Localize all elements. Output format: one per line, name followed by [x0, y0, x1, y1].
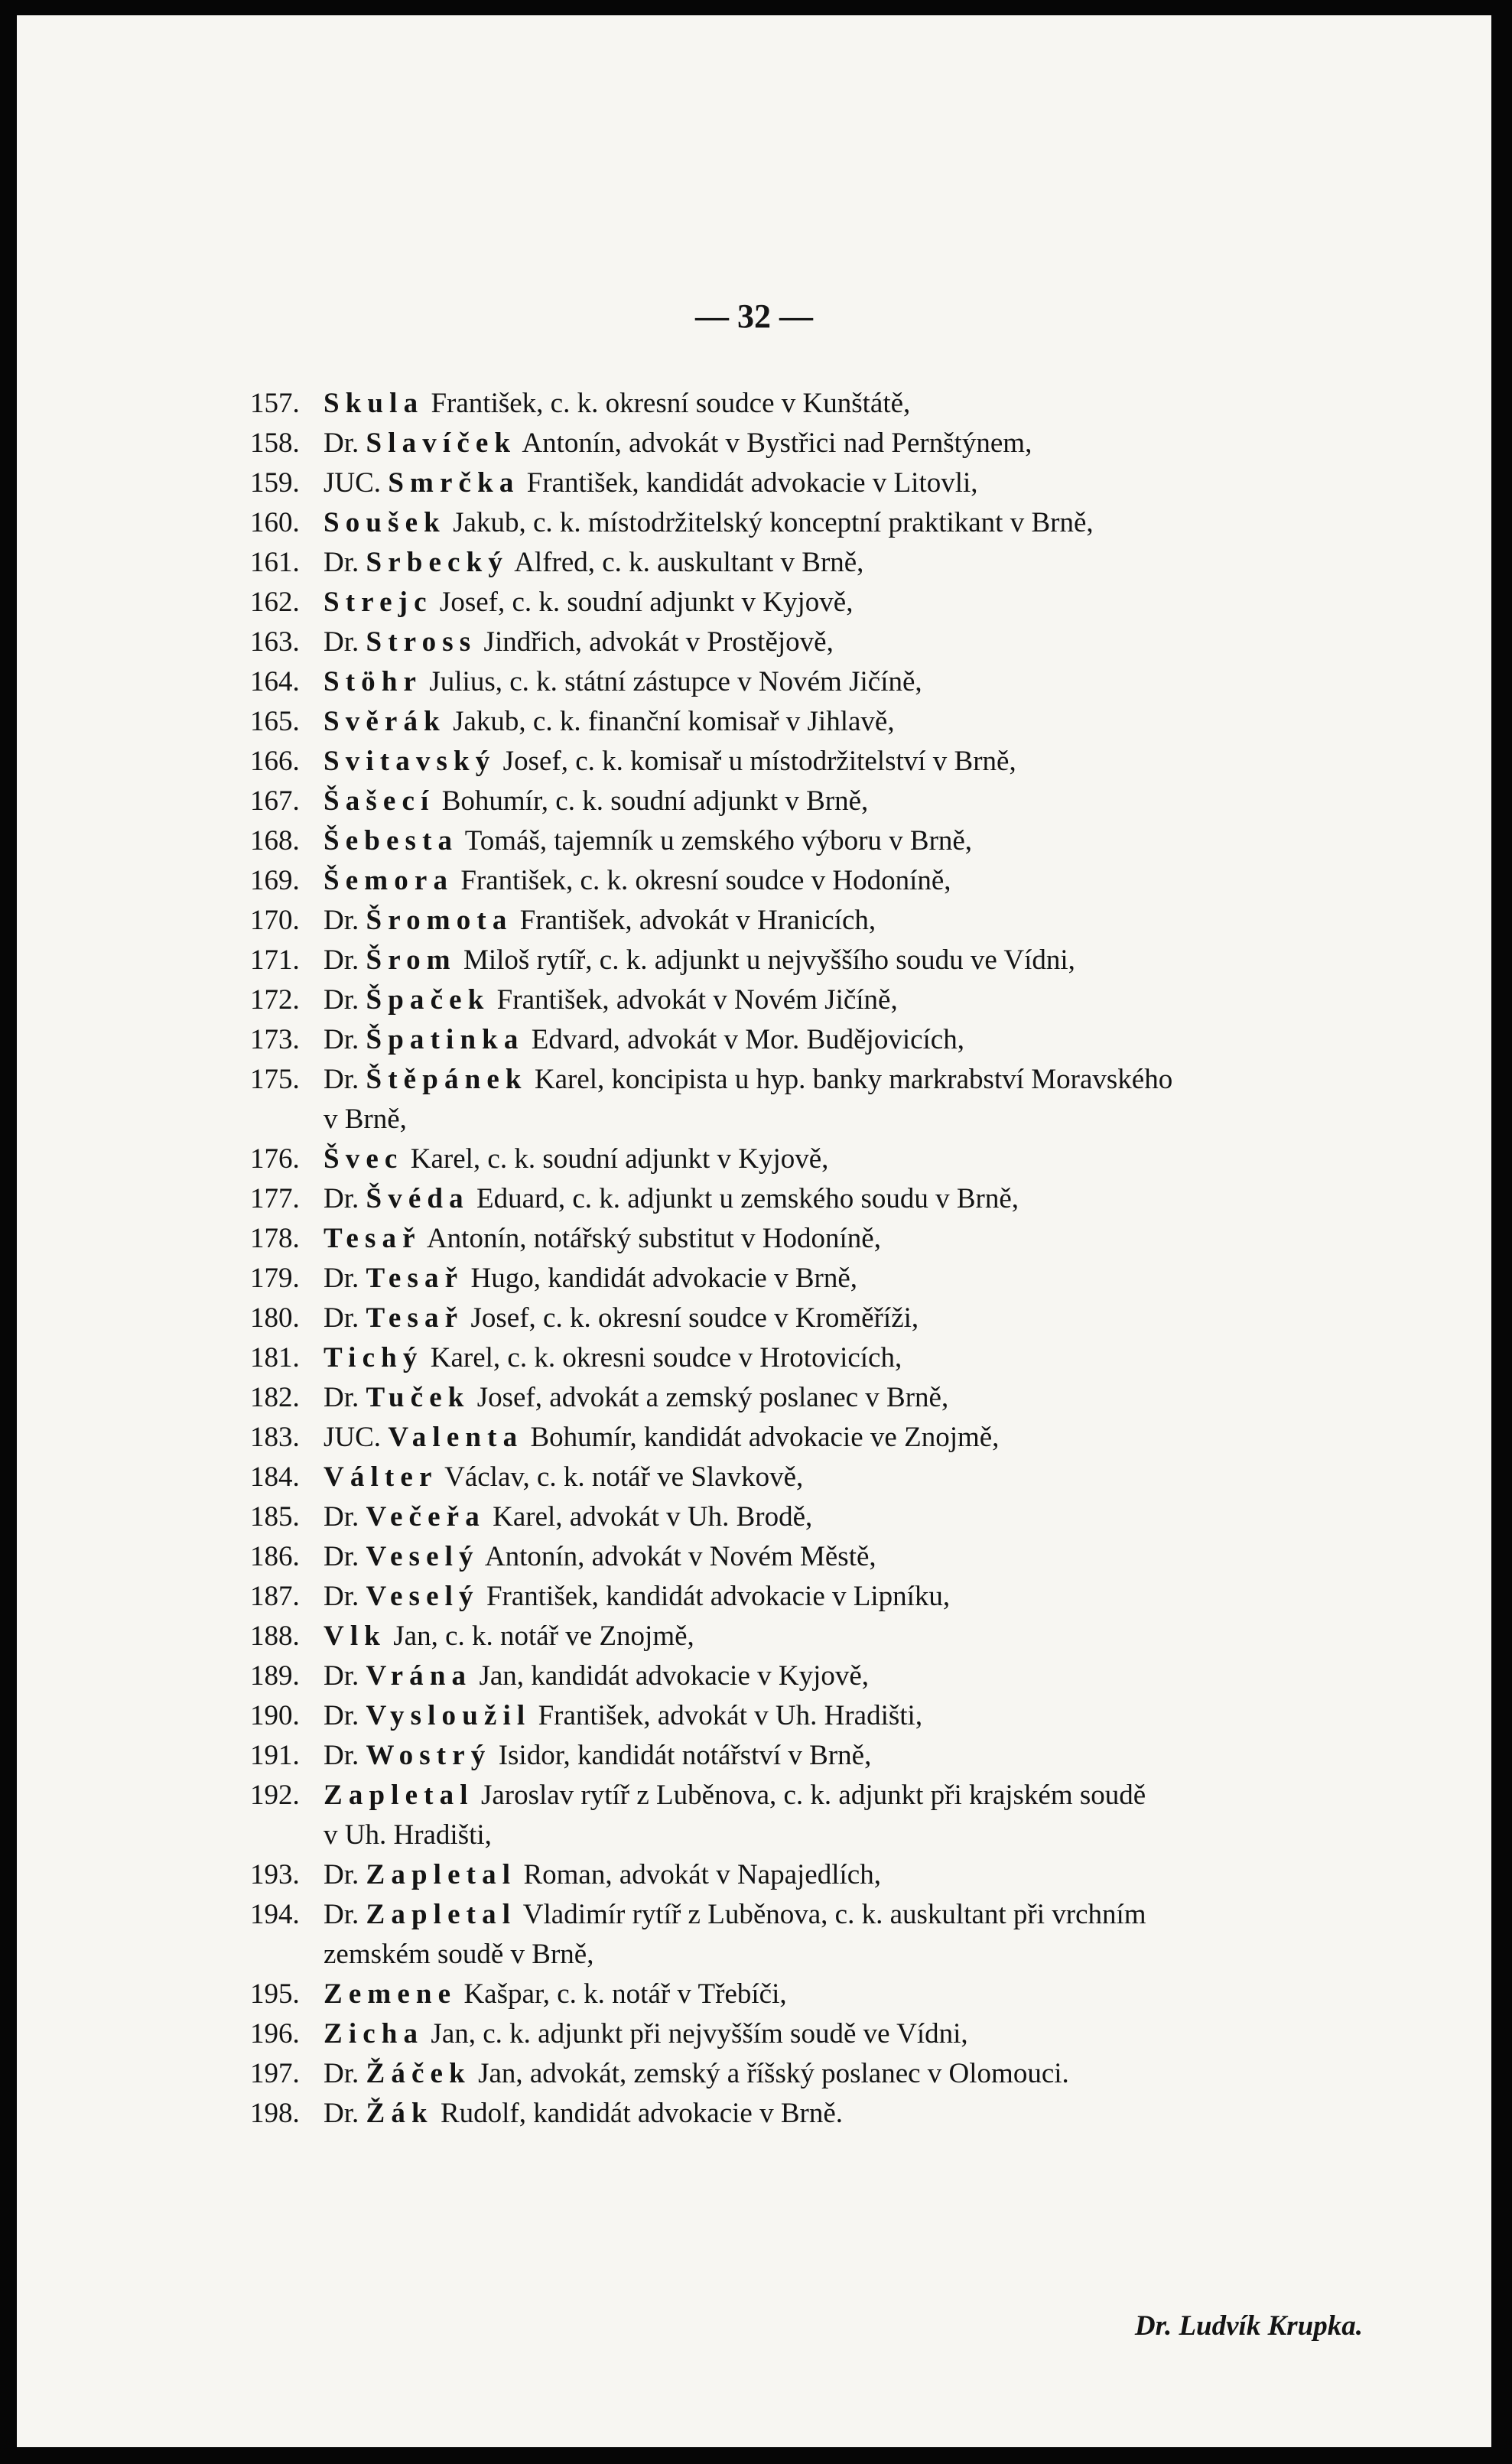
- entry-number: 196.: [250, 2018, 300, 2050]
- entry-surname: Špaček: [366, 984, 490, 1016]
- entry-details: Kašpar, c. k. notář v Třebíči,: [457, 1978, 787, 2010]
- entry-surname: Tesař: [366, 1263, 464, 1294]
- entry-details: Antonín, notářský substitut v Hodoníně,: [421, 1223, 881, 1254]
- list-item: [250, 1458, 1397, 1497]
- entry-surname: Svitavský: [324, 746, 496, 777]
- entry-title: Dr.: [324, 1382, 366, 1413]
- list-item: [250, 742, 1397, 782]
- entry-details: Alfred, c. k. auskultant v Brně,: [508, 547, 864, 578]
- entry-continuation: v Brně,: [324, 1104, 407, 1135]
- entry-number: 157.: [250, 388, 300, 419]
- entry-title: Dr.: [324, 1183, 366, 1214]
- entry-number: 176.: [250, 1143, 300, 1175]
- list-item: [250, 901, 1397, 941]
- entry-details: František, advokát v Uh. Hradišti,: [531, 1700, 923, 1731]
- entry-title: Dr.: [324, 1899, 366, 1930]
- entry-surname: Svěrák: [324, 706, 446, 737]
- entry-surname: Šašecí: [324, 785, 435, 817]
- entry-title: Dr.: [324, 1700, 366, 1731]
- entry-number: 195.: [250, 1978, 300, 2010]
- entry-title: Dr.: [324, 1501, 366, 1533]
- entry-number: 158.: [250, 427, 300, 459]
- entry-surname: Špatinka: [366, 1024, 525, 1055]
- list-item: [250, 2014, 1397, 2054]
- entry-surname: Smrčka: [388, 467, 520, 499]
- list-item: [250, 1338, 1397, 1378]
- entry-surname: Zicha: [324, 2018, 424, 2050]
- entry-surname: Žák: [366, 2098, 434, 2129]
- entry-number: 190.: [250, 1700, 300, 1731]
- entry-surname: Švéda: [366, 1183, 470, 1214]
- entry-number: 179.: [250, 1263, 300, 1294]
- list-item: [250, 1378, 1397, 1418]
- list-item: [250, 980, 1397, 1020]
- entry-details: Josef, c. k. soudní adjunkt v Kyjově,: [432, 587, 854, 618]
- entry-surname: Tichý: [324, 1342, 424, 1373]
- entry-number: 178.: [250, 1223, 300, 1254]
- entry-surname: Srbecký: [366, 547, 509, 578]
- entry-title: Dr.: [324, 1581, 366, 1612]
- entry-title: Dr.: [324, 1859, 366, 1890]
- entry-number: 164.: [250, 666, 300, 697]
- entry-details: Karel, koncipista u hyp. banky markrabství Moravského: [527, 1064, 1173, 1095]
- list-item: [250, 1656, 1397, 1696]
- list-item: [250, 623, 1397, 662]
- page-number: — 32 —: [695, 297, 813, 335]
- entry-surname: Valenta: [388, 1422, 524, 1453]
- entry-details: Jakub, c. k. finanční komisař v Jihlavě,: [445, 706, 895, 737]
- entry-surname: Tesař: [324, 1223, 421, 1254]
- entry-details: Tomáš, tajemník u zemského výboru v Brně,: [458, 825, 973, 857]
- list-item: [250, 503, 1397, 543]
- entry-surname: Švec: [324, 1143, 404, 1175]
- entry-surname: Zemene: [324, 1978, 457, 2010]
- entry-number: 163.: [250, 626, 300, 658]
- list-item: [250, 1696, 1397, 1736]
- entry-title: Dr.: [324, 984, 366, 1016]
- entry-surname: Žáček: [366, 2058, 471, 2089]
- entry-details: František, kandidát advokacie v Lipníku,: [479, 1581, 951, 1612]
- entry-details: František, advokát v Novém Jičíně,: [489, 984, 898, 1016]
- entry-surname: Stross: [366, 626, 477, 658]
- entry-details: Rudolf, kandidát advokacie v Brně.: [433, 2098, 844, 2129]
- entry-details: Josef, advokát a zemský poslanec v Brně,: [470, 1382, 949, 1413]
- entry-number: 180.: [250, 1302, 300, 1334]
- entry-surname: Veselý: [366, 1541, 480, 1572]
- list-item: [250, 1537, 1397, 1577]
- list-item: [250, 583, 1397, 623]
- list-item: [250, 1855, 1397, 1895]
- list-item: [250, 2094, 1397, 2134]
- entry-details: Julius, c. k. státní zástupce v Novém Jičíně,: [422, 666, 922, 697]
- entry-details: Jan, kandidát advokacie v Kyjově,: [472, 1660, 870, 1692]
- entry-surname: Zapletal: [324, 1780, 474, 1811]
- entry-surname: Vrána: [366, 1660, 473, 1692]
- entry-number: 183.: [250, 1422, 300, 1453]
- entry-number: 198.: [250, 2098, 300, 2129]
- entry-surname: Šemora: [324, 865, 454, 896]
- entry-details: Karel, c. k. soudní adjunkt v Kyjově,: [403, 1143, 829, 1175]
- list-item: [250, 543, 1397, 583]
- entry-number: 182.: [250, 1382, 300, 1413]
- entry-surname: Zapletal: [366, 1899, 517, 1930]
- list-item: [250, 424, 1397, 463]
- entry-number: 185.: [250, 1501, 300, 1533]
- entry-surname: Šrom: [366, 944, 457, 976]
- entry-number: 169.: [250, 865, 300, 896]
- list-item: [250, 861, 1397, 901]
- list-item: [250, 1975, 1397, 2014]
- entry-details: Miloš rytíř, c. k. adjunkt u nejvyššího soudu ve Vídni,: [456, 944, 1075, 976]
- entry-number: 168.: [250, 825, 300, 857]
- entry-number: 197.: [250, 2058, 300, 2089]
- entry-title: Dr.: [324, 1541, 366, 1572]
- entry-number: 181.: [250, 1342, 300, 1373]
- entry-number: 171.: [250, 944, 300, 976]
- entry-details: František, kandidát advokacie v Litovli,: [519, 467, 978, 499]
- entry-number: 161.: [250, 547, 300, 578]
- list-item: [250, 1895, 1397, 1975]
- entry-title: Dr.: [324, 2058, 366, 2089]
- entry-number: 165.: [250, 706, 300, 737]
- entry-details: Bohumír, c. k. soudní adjunkt v Brně,: [434, 785, 869, 817]
- entry-title: Dr.: [324, 547, 366, 578]
- entry-details: Jan, c. k. notář ve Znojmě,: [386, 1620, 694, 1652]
- list-item: [250, 384, 1397, 424]
- entry-title: Dr.: [324, 905, 366, 936]
- entry-surname: Šromota: [366, 905, 513, 936]
- list-item: [250, 1259, 1397, 1299]
- member-list: [250, 384, 1397, 2134]
- entry-details: Jan, advokát, zemský a říšský poslanec v Olomouci.: [470, 2058, 1069, 2089]
- list-item: [250, 702, 1397, 742]
- entry-title: Dr.: [324, 1064, 366, 1095]
- list-item: [250, 662, 1397, 702]
- entry-surname: Slavíček: [366, 427, 517, 459]
- entry-number: 162.: [250, 587, 300, 618]
- entry-number: 194.: [250, 1899, 300, 1930]
- list-item: [250, 1139, 1397, 1179]
- list-item: [250, 1736, 1397, 1776]
- list-item: [250, 1617, 1397, 1656]
- list-item: [250, 1299, 1397, 1338]
- entry-details: Jindřich, advokát v Prostějově,: [476, 626, 834, 658]
- entry-number: 192.: [250, 1780, 300, 1811]
- entry-title: Dr.: [324, 944, 366, 976]
- entry-details: Vladimír rytíř z Luběnova, c. k. auskultant při vrchním: [516, 1899, 1146, 1930]
- entry-number: 175.: [250, 1064, 300, 1095]
- entry-continuation: zemském soudě v Brně,: [324, 1939, 594, 1970]
- signature: Dr. Ludvík Krupka.: [1134, 2310, 1363, 2342]
- entry-title: JUC.: [324, 467, 389, 499]
- list-item: [250, 1219, 1397, 1259]
- entry-details: Karel, advokát v Uh. Brodě,: [485, 1501, 813, 1533]
- entry-details: Václav, c. k. notář ve Slavkově,: [437, 1461, 804, 1493]
- entry-number: 166.: [250, 746, 300, 777]
- entry-title: Dr.: [324, 626, 366, 658]
- entry-number: 173.: [250, 1024, 300, 1055]
- entry-number: 186.: [250, 1541, 300, 1572]
- entry-details: Antonín, advokát v Novém Městě,: [479, 1541, 876, 1572]
- list-item: [250, 782, 1397, 821]
- entry-title: Dr.: [324, 1263, 366, 1294]
- entry-surname: Skula: [324, 388, 424, 419]
- entry-number: 191.: [250, 1740, 300, 1771]
- entry-details: Josef, c. k. okresní soudce v Kroměříži,: [463, 1302, 919, 1334]
- entry-number: 160.: [250, 507, 300, 538]
- entry-details: Bohumír, kandidát advokacie ve Znojmě,: [523, 1422, 1000, 1453]
- entry-details: Roman, advokát v Napajedlích,: [516, 1859, 881, 1890]
- list-item: [250, 941, 1397, 980]
- entry-details: Karel, c. k. okresni soudce v Hrotovicích,: [423, 1342, 902, 1373]
- entry-title: Dr.: [324, 1302, 366, 1334]
- entry-details: František, c. k. okresní soudce v Hodoníně,: [454, 865, 951, 896]
- entry-surname: Válter: [324, 1461, 438, 1493]
- entry-surname: Vysloužil: [366, 1700, 532, 1731]
- document-page: [17, 15, 1491, 2447]
- entry-details: Eduard, c. k. adjunkt u zemského soudu v Brně,: [469, 1183, 1019, 1214]
- entry-title: JUC.: [324, 1422, 389, 1453]
- entry-details: Hugo, kandidát advokacie v Brně,: [463, 1263, 858, 1294]
- entry-surname: Tesař: [366, 1302, 464, 1334]
- entry-surname: Veselý: [366, 1581, 480, 1612]
- list-item: [250, 1020, 1397, 1060]
- entry-number: 189.: [250, 1660, 300, 1692]
- entry-number: 187.: [250, 1581, 300, 1612]
- entry-number: 193.: [250, 1859, 300, 1890]
- entry-surname: Šebesta: [324, 825, 459, 857]
- entry-number: 170.: [250, 905, 300, 936]
- entry-details: Jakub, c. k. místodržitelský konceptní praktikant v Brně,: [445, 507, 1094, 538]
- entry-surname: Zapletal: [366, 1859, 517, 1890]
- entry-details: Jan, c. k. adjunkt při nejvyšším soudě ve Vídni,: [424, 2018, 968, 2050]
- entry-surname: Vlk: [324, 1620, 386, 1652]
- list-item: [250, 1418, 1397, 1458]
- list-item: [250, 1060, 1397, 1139]
- entry-continuation: v Uh. Hradišti,: [324, 1819, 492, 1851]
- entry-number: 167.: [250, 785, 300, 817]
- entry-details: Josef, c. k. komisař u místodržitelství v Brně,: [496, 746, 1016, 777]
- entry-surname: Stöhr: [324, 666, 423, 697]
- entry-number: 184.: [250, 1461, 300, 1493]
- entry-details: František, advokát v Hranicích,: [512, 905, 876, 936]
- entry-title: Dr.: [324, 2098, 366, 2129]
- list-item: [250, 1497, 1397, 1537]
- entry-number: 172.: [250, 984, 300, 1016]
- entry-surname: Strejc: [324, 587, 433, 618]
- entry-surname: Večeřa: [366, 1501, 486, 1533]
- entry-number: 177.: [250, 1183, 300, 1214]
- list-item: [250, 1179, 1397, 1219]
- entry-details: Jaroslav rytíř z Luběnova, c. k. adjunkt při krajském soudě: [473, 1780, 1146, 1811]
- list-item: [250, 1577, 1397, 1617]
- entry-details: František, c. k. okresní soudce v Kunštátě,: [424, 388, 911, 419]
- entry-title: Dr.: [324, 1740, 366, 1771]
- entry-title: Dr.: [324, 427, 366, 459]
- list-item: [250, 463, 1397, 503]
- list-item: [250, 821, 1397, 861]
- entry-number: 159.: [250, 467, 300, 499]
- list-item: [250, 1776, 1397, 1855]
- entry-surname: Štěpánek: [366, 1064, 528, 1095]
- entry-details: Isidor, kandidát notářství v Brně,: [491, 1740, 872, 1771]
- entry-surname: Wostrý: [366, 1740, 492, 1771]
- entry-details: Edvard, advokát v Mor. Budějovicích,: [524, 1024, 964, 1055]
- list-item: [250, 2054, 1397, 2094]
- entry-surname: Soušek: [324, 507, 446, 538]
- entry-title: Dr.: [324, 1660, 366, 1692]
- entry-surname: Tuček: [366, 1382, 470, 1413]
- entry-title: Dr.: [324, 1024, 366, 1055]
- entry-number: 188.: [250, 1620, 300, 1652]
- entry-details: Antonín, advokát v Bystřici nad Pernštýnem,: [516, 427, 1032, 459]
